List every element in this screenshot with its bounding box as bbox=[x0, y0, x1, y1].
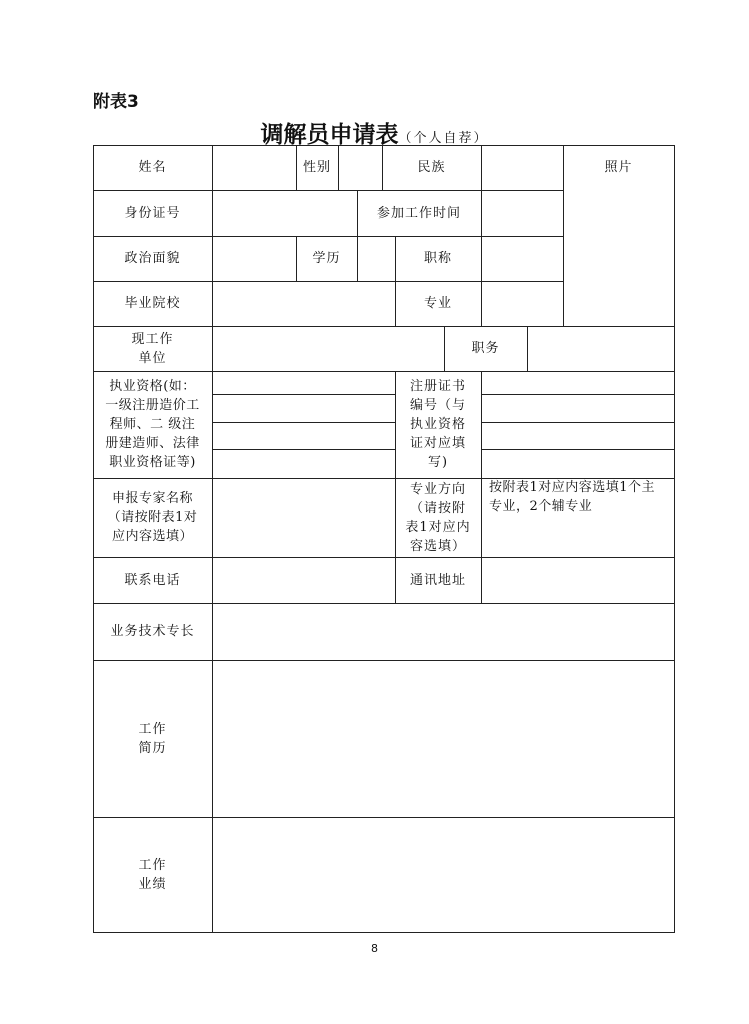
specialty-direction-hint-line: 按附表1对应内容选填1个主 bbox=[489, 480, 656, 495]
expertise-field[interactable] bbox=[212, 603, 674, 660]
address-label: 通讯地址 bbox=[409, 572, 466, 588]
id-number-label: 身份证号 bbox=[124, 205, 181, 221]
cert-number-label-line: 执业资格 bbox=[409, 417, 466, 432]
expert-name-field[interactable] bbox=[212, 478, 395, 557]
major-field[interactable] bbox=[481, 281, 563, 326]
phone-field[interactable] bbox=[212, 557, 395, 603]
name-field[interactable] bbox=[212, 145, 296, 190]
page-number: 8 bbox=[371, 942, 378, 955]
resume-field[interactable] bbox=[212, 660, 674, 817]
ethnicity-field[interactable] bbox=[481, 145, 563, 190]
graduated-school-label: 毕业院校 bbox=[124, 296, 181, 311]
cert-number-label-line: 写) bbox=[427, 455, 449, 470]
specialty-direction-label-line: 专业方向 bbox=[409, 481, 466, 497]
specialty-direction-label-line: 容选填） bbox=[409, 538, 466, 554]
professional-title-field[interactable] bbox=[481, 236, 563, 281]
cert-number-label-line: 证对应填 bbox=[409, 436, 466, 451]
education-label: 学历 bbox=[312, 251, 341, 266]
achievements-label bbox=[93, 817, 212, 932]
qualification-field[interactable] bbox=[212, 449, 395, 478]
specialty-direction-field[interactable] bbox=[481, 478, 674, 557]
qualification-label-line: 执业资格(如： bbox=[109, 379, 196, 394]
annex-label: 附表3 bbox=[93, 92, 139, 112]
expert-name-label-line: 申报专家名称 bbox=[111, 491, 193, 506]
gender-label: 性别 bbox=[302, 160, 331, 175]
expert-name-label bbox=[93, 478, 212, 557]
resume-label bbox=[93, 660, 212, 817]
qualification-label-line: 一级注册造价工 bbox=[105, 398, 200, 413]
expertise-label: 业务技术专长 bbox=[110, 624, 195, 639]
qualification-label-line: 程师、二 级注 bbox=[109, 417, 196, 432]
cert-number-field[interactable] bbox=[481, 449, 674, 478]
cert-number-field[interactable] bbox=[481, 371, 674, 394]
current-work-unit-label-line: 现工作 bbox=[131, 331, 174, 347]
photo-label: 照片 bbox=[604, 160, 633, 175]
expert-name-label-line: 应内容选填） bbox=[111, 529, 193, 544]
name-label: 姓名 bbox=[138, 160, 167, 175]
form-title: 调解员申请表 bbox=[260, 122, 399, 148]
education-field[interactable] bbox=[357, 236, 395, 281]
expert-name-label-line: （请按附表1对 bbox=[107, 510, 198, 525]
id-number-field[interactable] bbox=[212, 190, 357, 236]
achievements-field[interactable] bbox=[212, 817, 674, 932]
professional-title-label: 职称 bbox=[423, 251, 452, 266]
graduated-school-field[interactable] bbox=[212, 281, 395, 326]
form-subtitle: （个人自荐） bbox=[398, 131, 489, 146]
current-work-unit-label-line: 单位 bbox=[138, 350, 167, 366]
resume-label-line: 工作 bbox=[138, 721, 167, 737]
political-status-label: 政治面貌 bbox=[124, 251, 181, 266]
current-work-unit-label bbox=[93, 326, 212, 371]
resume-label-line: 简历 bbox=[138, 740, 167, 756]
qualification-label-line: 职业资格证等) bbox=[109, 455, 196, 470]
cert-number-label-line: 注册证书 bbox=[409, 379, 466, 394]
cert-number-field[interactable] bbox=[481, 422, 674, 449]
position-field[interactable] bbox=[527, 326, 674, 371]
achievements-label-line: 工作 bbox=[138, 857, 167, 873]
specialty-direction-hint-line: 专业，2个辅专业 bbox=[489, 499, 593, 514]
political-status-field[interactable] bbox=[212, 236, 296, 281]
work-start-time-label: 参加工作时间 bbox=[376, 205, 461, 221]
achievements-label-line: 业绩 bbox=[138, 876, 167, 892]
qualification-field[interactable] bbox=[212, 371, 395, 394]
major-label: 专业 bbox=[423, 296, 452, 311]
cert-number-label-line: 编号（与 bbox=[409, 398, 466, 413]
qualification-field[interactable] bbox=[212, 422, 395, 449]
work-start-time-field[interactable] bbox=[481, 190, 563, 236]
cert-number-field[interactable] bbox=[481, 394, 674, 422]
specialty-direction-label-line: 表1对应内 bbox=[405, 519, 471, 535]
specialty-direction-label bbox=[395, 478, 481, 557]
photo-field[interactable] bbox=[563, 190, 674, 326]
position-label: 职务 bbox=[471, 341, 500, 356]
cert-number-label bbox=[395, 371, 481, 478]
specialty-direction-label-line: （请按附 bbox=[409, 500, 466, 516]
qualification-label-line: 册建造师、法律 bbox=[105, 436, 200, 451]
current-work-unit-field[interactable] bbox=[212, 326, 444, 371]
qualification-field[interactable] bbox=[212, 394, 395, 422]
address-field[interactable] bbox=[481, 557, 674, 603]
gender-field[interactable] bbox=[338, 145, 382, 190]
phone-label: 联系电话 bbox=[124, 572, 181, 588]
ethnicity-label: 民族 bbox=[417, 160, 446, 175]
qualification-label bbox=[93, 371, 212, 478]
